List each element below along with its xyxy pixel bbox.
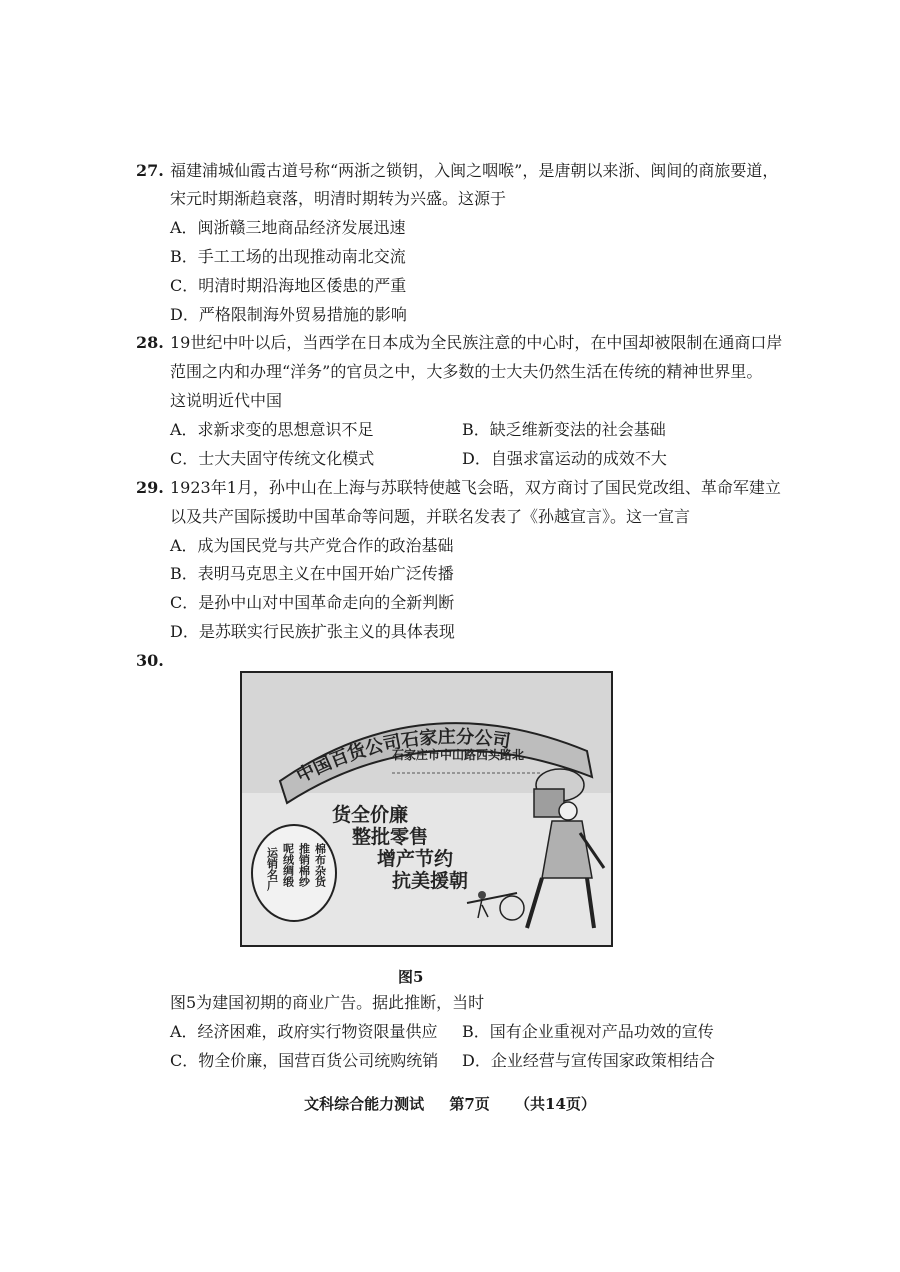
option: D．企业经营与宣传国家政策相结合 [462, 1051, 715, 1070]
option: A．成为国民党与共产党合作的政治基础 [170, 536, 454, 555]
figure-caption: 图5 [398, 968, 424, 986]
option: C．士大夫固守传统文化模式 [170, 449, 375, 468]
footer-total: （共14页） [515, 1095, 596, 1113]
option: C．是孙中山对中国革命走向的全新判断 [170, 593, 455, 612]
poster-circle-text: 呢绒绸缎 [281, 843, 295, 887]
question-stem: 19世纪中叶以后，当西学在日本成为全民族注意的中心时，在中国却被限制在通商口岸 [170, 333, 783, 352]
question-stem: 以及共产国际援助中国革命等问题，并联名发表了《孙越宣言》。这一宣言 [170, 507, 691, 526]
option: D．是苏联实行民族扩张主义的具体表现 [170, 622, 455, 641]
poster-address: 石家庄市中山路西头路北 [392, 748, 525, 762]
question-stem: 范围之内和办理“洋务”的官员之中，大多数的士大夫仍然生活在传统的精神世界里。 [170, 362, 763, 381]
option: A．经济困难，政府实行物资限量供应 [170, 1022, 438, 1041]
page-footer [0, 1093, 900, 1114]
poster-circle-text: 推销棉纱 [297, 843, 311, 887]
option: D．自强求富运动的成效不大 [462, 449, 667, 468]
question-stem: 宋元时期渐趋衰落，明清时期转为兴盛。这源于 [170, 189, 507, 208]
footer-page: 第7页 [449, 1095, 490, 1113]
footer-subject: 文科综合能力测试 [304, 1095, 425, 1113]
option: C．物全价廉，国营百货公司统购统销 [170, 1051, 439, 1070]
question-number: 27. [136, 161, 164, 180]
poster-slogan: 增产节约 [377, 848, 454, 870]
option: D．严格限制海外贸易措施的影响 [170, 305, 407, 324]
poster-banner-text: 中国百货公司石家庄分公司 [293, 726, 512, 788]
option: B．表明马克思主义在中国开始广泛传播 [170, 564, 454, 583]
option: B．手工工场的出现推动南北交流 [170, 247, 406, 266]
question-number: 30. [136, 651, 164, 670]
question-stem: 这说明近代中国 [170, 391, 283, 410]
advertisement-poster-image [240, 671, 613, 947]
question-stem: 福建浦城仙霞古道号称“两浙之锁钥，入闽之咽喉”，是唐朝以来浙、闽间的商旅要道， [170, 161, 779, 180]
question-stem: 图5为建国初期的商业广告。据此推断，当时 [170, 993, 485, 1012]
poster-slogan: 整批零售 [352, 826, 429, 848]
poster-slogan: 抗美援朝 [392, 870, 469, 892]
option: A．求新求变的思想意识不足 [170, 420, 374, 439]
option: B．国有企业重视对产品功效的宣传 [462, 1022, 714, 1041]
poster-illustration [242, 673, 611, 945]
poster-circle-text: 棉布杂货 [313, 843, 327, 887]
option: A．闽浙赣三地商品经济发展迅速 [170, 218, 406, 237]
poster-slogan: 货全价廉 [332, 804, 409, 826]
question-number: 29. [136, 478, 164, 497]
option: C．明清时期沿海地区倭患的严重 [170, 276, 407, 295]
option: B．缺乏维新变法的社会基础 [462, 420, 666, 439]
question-stem: 1923年1月，孙中山在上海与苏联特使越飞会晤，双方商讨了国民党改组、革命军建立 [170, 478, 781, 497]
question-number: 28. [136, 333, 164, 352]
poster-circle-text: 运销名厂 [265, 847, 279, 891]
